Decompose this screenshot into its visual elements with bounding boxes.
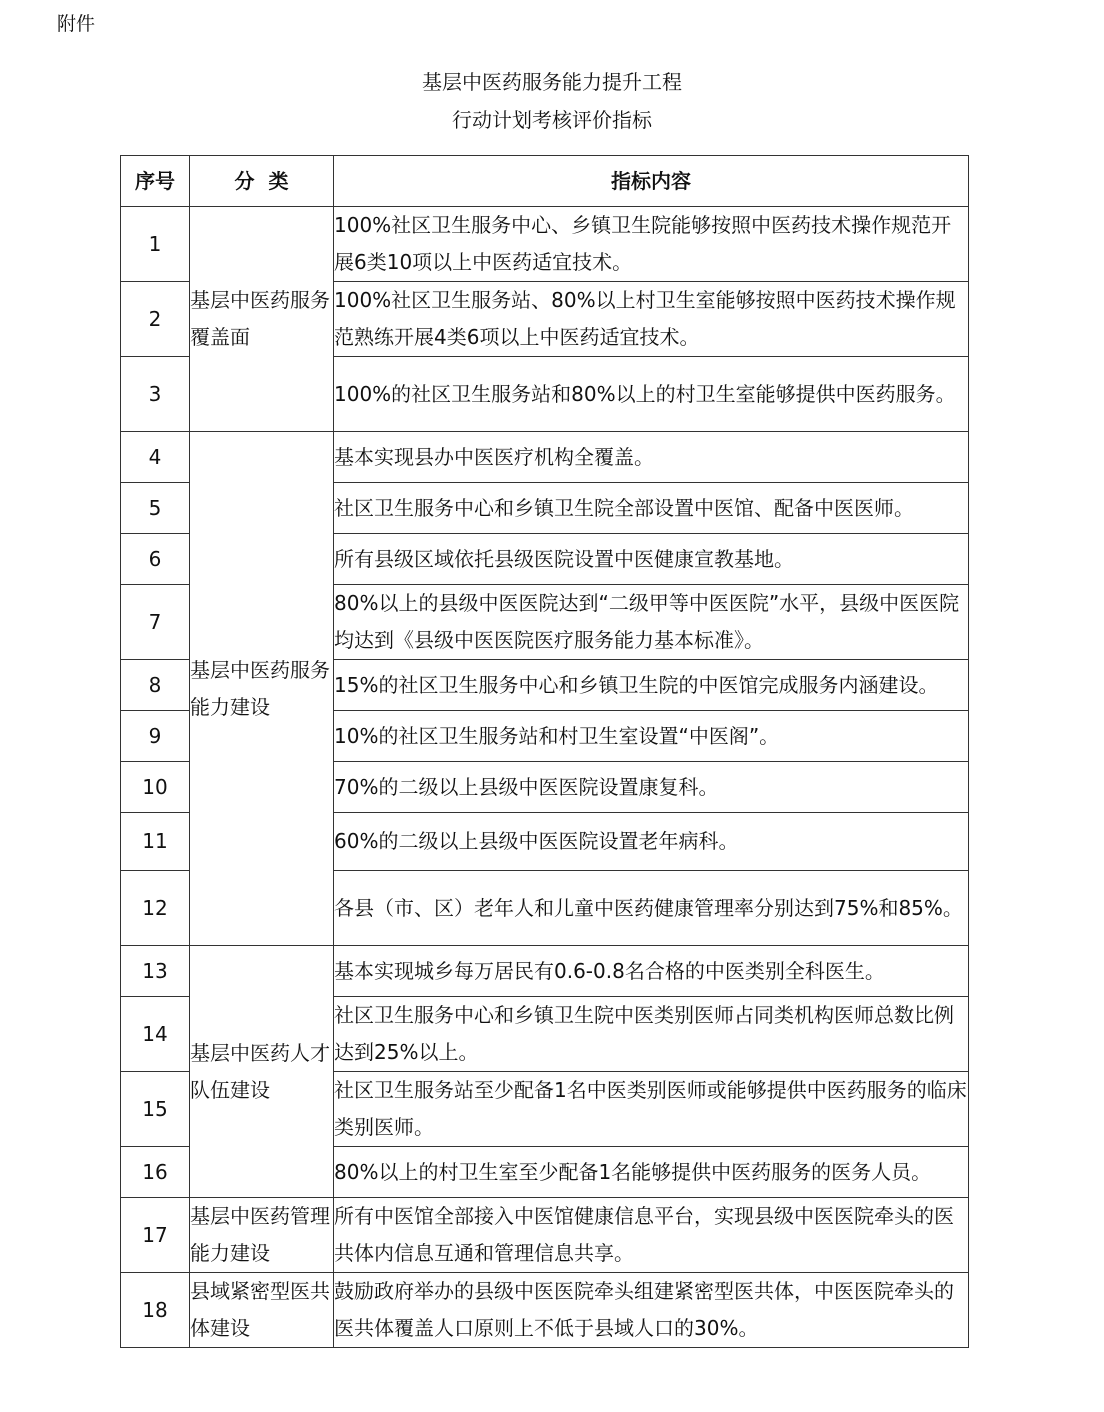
indicator-table — [120, 155, 969, 1348]
indicator-content: 所有中医馆全部接入中医馆健康信息平台，实现县级中医医院牵头的医共体内信息互通和管理信息共享。 — [334, 1198, 969, 1273]
row-number: 5 — [121, 483, 190, 534]
indicator-content: 80%以上的县级中医医院达到“二级甲等中医医院”水平，县级中医医院均达到《县级中医医院医疗服务能力基本标准》。 — [334, 585, 969, 660]
table-header-row — [121, 156, 969, 207]
document-title: 基层中医药服务能力提升工程 — [422, 70, 682, 94]
row-number: 1 — [121, 207, 190, 282]
row-number: 10 — [121, 762, 190, 813]
row-number: 8 — [121, 660, 190, 711]
row-number: 16 — [121, 1147, 190, 1198]
category-cell: 基层中医药人才队伍建设 — [190, 946, 334, 1198]
row-number: 14 — [121, 997, 190, 1072]
row-number: 13 — [121, 946, 190, 997]
row-number: 12 — [121, 871, 190, 946]
row-number: 18 — [121, 1273, 190, 1348]
document-subtitle: 行动计划考核评价指标 — [452, 108, 652, 132]
header-category: 分 类 — [190, 156, 334, 207]
row-number: 3 — [121, 357, 190, 432]
row-number: 11 — [121, 813, 190, 871]
indicator-content: 10%的社区卫生服务站和村卫生室设置“中医阁”。 — [334, 711, 969, 762]
attachment-label: 附件 — [57, 13, 96, 35]
row-number: 17 — [121, 1198, 190, 1273]
indicator-content: 社区卫生服务中心和乡镇卫生院中医类别医师占同类机构医师总数比例达到25%以上。 — [334, 997, 969, 1072]
indicator-content: 100%社区卫生服务站、80%以上村卫生室能够按照中医药技术操作规范熟练开展4类6项以上中医药适宜技术。 — [334, 282, 969, 357]
row-number: 15 — [121, 1072, 190, 1147]
table-row — [121, 207, 969, 282]
row-number: 2 — [121, 282, 190, 357]
header-content: 指标内容 — [334, 156, 969, 207]
indicator-content: 社区卫生服务中心和乡镇卫生院全部设置中医馆、配备中医医师。 — [334, 483, 969, 534]
table-row — [121, 1198, 969, 1273]
indicator-content: 鼓励政府举办的县级中医医院牵头组建紧密型医共体，中医医院牵头的医共体覆盖人口原则上不低于县域人口的30%。 — [334, 1273, 969, 1348]
indicator-content: 各县（市、区）老年人和儿童中医药健康管理率分别达到75%和85%。 — [334, 871, 969, 946]
indicator-content: 80%以上的村卫生室至少配备1名能够提供中医药服务的医务人员。 — [334, 1147, 969, 1198]
indicator-content: 100%社区卫生服务中心、乡镇卫生院能够按照中医药技术操作规范开展6类10项以上中医药适宜技术。 — [334, 207, 969, 282]
indicator-content: 社区卫生服务站至少配备1名中医类别医师或能够提供中医药服务的临床类别医师。 — [334, 1072, 969, 1147]
row-number: 6 — [121, 534, 190, 585]
category-cell: 县域紧密型医共体建设 — [190, 1273, 334, 1348]
indicator-content: 所有县级区域依托县级医院设置中医健康宣教基地。 — [334, 534, 969, 585]
indicator-content: 70%的二级以上县级中医医院设置康复科。 — [334, 762, 969, 813]
row-number: 7 — [121, 585, 190, 660]
category-cell: 基层中医药服务覆盖面 — [190, 207, 334, 432]
table-row — [121, 1273, 969, 1348]
indicator-content: 基本实现城乡每万居民有0.6-0.8名合格的中医类别全科医生。 — [334, 946, 969, 997]
category-cell: 基层中医药服务能力建设 — [190, 432, 334, 946]
indicator-content: 15%的社区卫生服务中心和乡镇卫生院的中医馆完成服务内涵建设。 — [334, 660, 969, 711]
table-row — [121, 432, 969, 483]
indicator-content: 60%的二级以上县级中医医院设置老年病科。 — [334, 813, 969, 871]
row-number: 4 — [121, 432, 190, 483]
header-seq: 序号 — [121, 156, 190, 207]
indicator-content: 100%的社区卫生服务站和80%以上的村卫生室能够提供中医药服务。 — [334, 357, 969, 432]
indicator-content: 基本实现县办中医医疗机构全覆盖。 — [334, 432, 969, 483]
row-number: 9 — [121, 711, 190, 762]
category-cell: 基层中医药管理能力建设 — [190, 1198, 334, 1273]
table-row — [121, 946, 969, 997]
